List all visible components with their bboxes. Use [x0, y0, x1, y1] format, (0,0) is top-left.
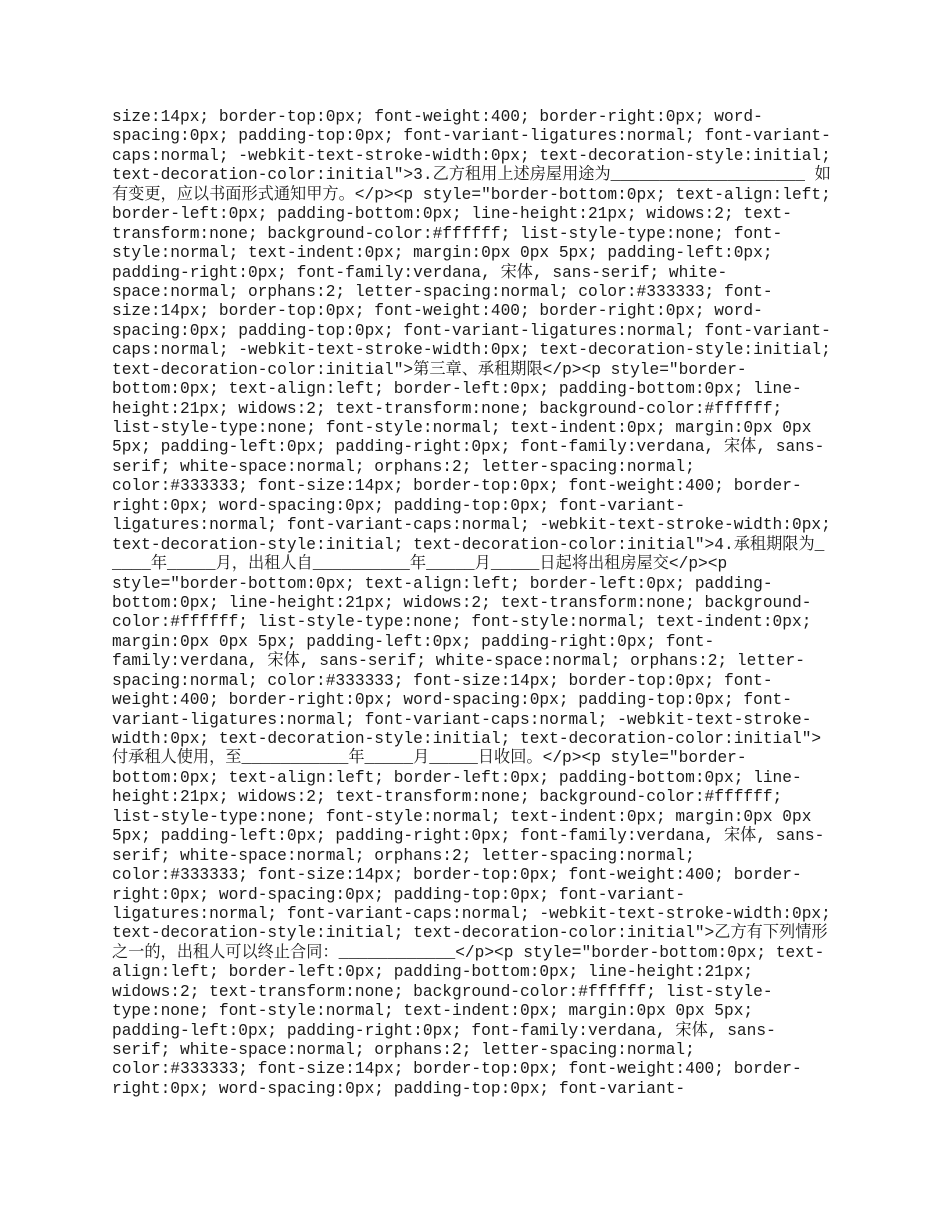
- document-text-line: bottom:0px; line-height:21px; widows:2; text-transform:none; background-: [112, 593, 812, 612]
- document-text-line: bottom:0px; text-align:left; border-left:0px; padding-bottom:0px; line-: [112, 768, 802, 787]
- document-text-line: spacing:0px; padding-top:0px; font-variant-ligatures:normal; font-variant-: [112, 321, 831, 340]
- document-text-line: widows:2; text-transform:none; background-color:#ffffff; list-style-: [112, 982, 773, 1001]
- document-text-line: bottom:0px; text-align:left; border-left:0px; padding-bottom:0px; line-: [112, 380, 802, 399]
- document-text-line: weight:400; border-right:0px; word-spacing:0px; padding-top:0px; font-: [112, 691, 792, 710]
- document-text-line: text-decoration-color:initial">第三章、承租期限</p><p style="border-: [112, 360, 747, 379]
- document-text-line: spacing:0px; padding-top:0px; font-variant-ligatures:normal; font-variant-: [112, 127, 831, 146]
- document-text-line: border-left:0px; padding-bottom:0px; line-height:21px; widows:2; text-: [112, 205, 792, 224]
- document-text-line: caps:normal; -webkit-text-stroke-width:0px; text-decoration-style:initial;: [112, 146, 831, 165]
- document-text-line: family:verdana, 宋体, sans-serif; white-space:normal; orphans:2; letter-: [112, 652, 805, 671]
- document-text-line: color:#333333; font-size:14px; border-top:0px; font-weight:400; border-: [112, 866, 802, 885]
- document-text-line: 之一的，出租人可以终止合同：____________</p><p style="border-bottom:0px; text-: [112, 943, 825, 962]
- document-text-line: ____年_____月，出租人自__________年_____月_____日起将出租房屋交</p><p: [112, 555, 728, 574]
- document-text-line: 5px; padding-left:0px; padding-right:0px; font-family:verdana, 宋体, sans-: [112, 438, 825, 457]
- document-text-line: margin:0px 0px 5px; padding-left:0px; padding-right:0px; font-: [112, 632, 715, 651]
- document-text-line: text-decoration-style:initial; text-decoration-color:initial">4.承租期限为_: [112, 535, 825, 554]
- document-text-line: height:21px; widows:2; text-transform:none; background-color:#ffffff;: [112, 399, 783, 418]
- document-text-line: variant-ligatures:normal; font-variant-caps:normal; -webkit-text-stroke-: [112, 710, 812, 729]
- document-text-line: 5px; padding-left:0px; padding-right:0px; font-family:verdana, 宋体, sans-: [112, 827, 825, 846]
- document-text-line: 付承租人使用，至___________年_____月_____日收回。</p><p style="border-: [112, 749, 747, 768]
- document-text-line: list-style-type:none; font-style:normal; text-indent:0px; margin:0px 0px: [112, 807, 812, 826]
- document-text-line: ligatures:normal; font-variant-caps:normal; -webkit-text-stroke-width:0px;: [112, 904, 831, 923]
- document-text-line: width:0px; text-decoration-style:initial; text-decoration-color:initial">: [112, 730, 822, 748]
- document-text-line: text-decoration-style:initial; text-decoration-color:initial">乙方有下列情形: [112, 924, 828, 943]
- document-text-line: style="border-bottom:0px; text-align:left; border-left:0px; padding-: [112, 574, 773, 593]
- document-text-line: ligatures:normal; font-variant-caps:normal; -webkit-text-stroke-width:0px;: [112, 516, 831, 535]
- document-text-line: caps:normal; -webkit-text-stroke-width:0px; text-decoration-style:initial;: [112, 341, 831, 360]
- document-text-line: style:normal; text-indent:0px; margin:0px 0px 5px; padding-left:0px;: [112, 244, 773, 263]
- document-body-text: [112, 108, 842, 1099]
- document-text-line: right:0px; word-spacing:0px; padding-top:0px; font-variant-: [112, 1079, 686, 1098]
- document-text-line: spacing:normal; color:#333333; font-size:14px; border-top:0px; font-: [112, 671, 773, 690]
- document-text-line: size:14px; border-top:0px; font-weight:400; border-right:0px; word-: [112, 108, 763, 126]
- document-text-line: list-style-type:none; font-style:normal; text-indent:0px; margin:0px 0px: [112, 419, 812, 437]
- document-text-line: height:21px; widows:2; text-transform:none; background-color:#ffffff;: [112, 788, 783, 807]
- document-text-line: color:#333333; font-size:14px; border-top:0px; font-weight:400; border-: [112, 477, 802, 496]
- document-text-line: right:0px; word-spacing:0px; padding-top:0px; font-variant-: [112, 496, 686, 515]
- document-text-line: type:none; font-style:normal; text-indent:0px; margin:0px 0px 5px;: [112, 1002, 754, 1021]
- document-text-line: size:14px; border-top:0px; font-weight:400; border-right:0px; word-: [112, 302, 763, 321]
- document-text-line: align:left; border-left:0px; padding-bottom:0px; line-height:21px;: [112, 963, 754, 982]
- document-text-line: right:0px; word-spacing:0px; padding-top:0px; font-variant-: [112, 885, 686, 904]
- document-text-line: serif; white-space:normal; orphans:2; letter-spacing:normal;: [112, 1041, 695, 1059]
- document-text-line: serif; white-space:normal; orphans:2; letter-spacing:normal;: [112, 846, 695, 865]
- document-text-line: space:normal; orphans:2; letter-spacing:normal; color:#333333; font-: [112, 282, 773, 301]
- document-text-line: color:#333333; font-size:14px; border-top:0px; font-weight:400; border-: [112, 1060, 802, 1079]
- document-text-line: padding-left:0px; padding-right:0px; font-family:verdana, 宋体, sans-: [112, 1021, 776, 1040]
- document-text-line: color:#ffffff; list-style-type:none; font-style:normal; text-indent:0px;: [112, 613, 812, 632]
- document-text-line: transform:none; background-color:#ffffff; list-style-type:none; font-: [112, 224, 783, 243]
- document-text-line: serif; white-space:normal; orphans:2; letter-spacing:normal;: [112, 457, 695, 476]
- document-text-line: padding-right:0px; font-family:verdana, 宋体, sans-serif; white-: [112, 263, 728, 282]
- document-text-line: 有变更，应以书面形式通知甲方。</p><p style="border-bottom:0px; text-align:left;: [112, 185, 831, 204]
- document-text-line: text-decoration-color:initial">3.乙方租用上述房屋用途为____________________ 如: [112, 166, 831, 185]
